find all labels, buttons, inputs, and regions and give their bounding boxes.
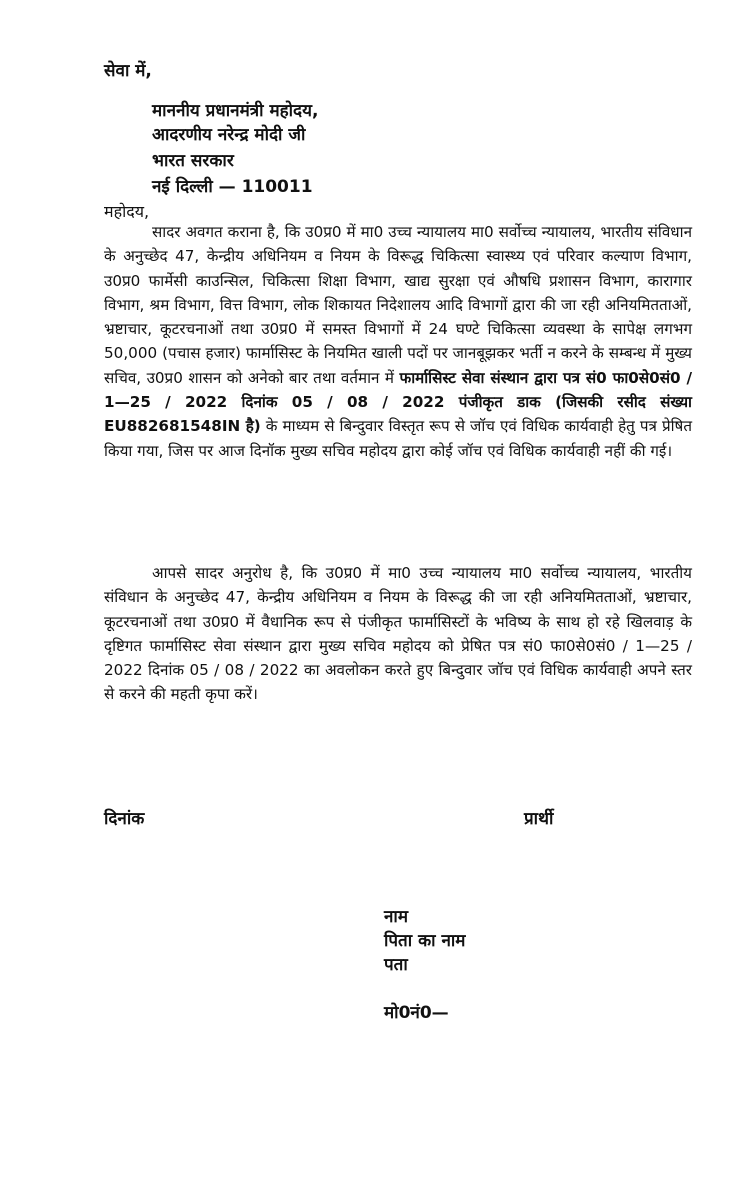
address-label: पता	[384, 955, 408, 975]
body-paragraph-2	[104, 561, 692, 707]
addressee-line-3: भारत सरकार	[152, 151, 234, 171]
addressee-line-1: माननीय प्रधानमंत्री महोदय,	[152, 101, 319, 121]
applicant-label: प्रार्थी	[524, 809, 554, 829]
para1-letter-reference: फार्मासिस्ट सेवा संस्थान द्वारा पत्र सं0 फा0से0सं0 / 1—25 / 2022 दिनांक 05 / 08 / 2022 पंजीकृत डाक (जिसकी रसीद संख्या EU882681548IN है)	[104, 368, 693, 436]
greeting: महोदय,	[104, 202, 150, 221]
addressee-line-2: आदरणीय नरेन्द्र मोदी जी	[152, 125, 306, 145]
name-label: नाम	[384, 907, 409, 927]
father-name-label: पिता का नाम	[384, 931, 466, 951]
body-paragraph-1	[104, 220, 692, 463]
para1-text-before: सादर अवगत कराना है, कि उ0प्र0 में मा0 उच्च न्यायालय मा0 सर्वोच्च न्यायालय, भारतीय संविधान के अनुच्छेद 47, केन्द्रीय अधिनियम व नियम के विरूद्ध चिकित्सा स्वास्थ्य एवं परिवार कल्याण विभाग, उ0प्र0 फार्मेसी काउन्सिल, चिकित्सा शिक्षा विभाग, खाद्य सुरक्षा एवं औषधि प्रशासन विभाग, कारागार विभाग, श्रम विभाग, वित्त विभाग, लोक शिकायत निदेशालय आदि विभागों द्वारा की जा रही अनियमितताओं, भ्रष्टाचार, कूटरचनाओं तथा उ0प्र0 में समस्त विभागों में 24 घण्टे चिकित्सा व्यवस्था के सापेक्ष लगभग 50,000 (पचास हजार) फार्मासिस्ट के नियमित खाली पदों पर जानबूझकर भर्ती न करने के सम्बन्ध में मुख्य सचिव, उ0प्र0 शासन को अनेको बार तथा वर्तमान में	[104, 223, 692, 387]
date-label: दिनांक	[104, 809, 145, 829]
mobile-label: मो0नं0—	[384, 1003, 449, 1023]
addressee-line-4: नई दिल्ली — 110011	[152, 177, 313, 197]
salutation: सेवा में,	[104, 61, 152, 81]
para1-text-after: के माध्यम से बिन्दुवार विस्तृत रूप से जॉच एवं विधिक कार्यवाही हेतु पत्र प्रेषित किया गया, जिस पर आज दिनॉक मुख्य सचिव महोदय द्वारा कोई जॉच एवं विधिक कार्यवाही नहीं की गई।	[104, 417, 692, 460]
para2-text: आपसे सादर अनुरोध है, कि उ0प्र0 में मा0 उच्च न्यायालय मा0 सर्वोच्च न्यायालय, भारतीय संविधान के अनुच्छेद 47, केन्द्रीय अधिनियम व नियम के विरूद्ध की जा रही अनियमितताओं, भ्रष्टाचार, कूटरचनाओं तथा उ0प्र0 में वैधानिक रूप से पंजीकृत फार्मासिस्टों के भविष्य के साथ हो रहे खिलवाड़ के दृष्टिगत फार्मासिस्ट सेवा संस्थान द्वारा मुख्य सचिव महोदय को प्रेषित पत्र सं0 फा0से0सं0 / 1—25 / 2022 दिनांक 05 / 08 / 2022 का अवलोकन करते हुए बिन्दुवार जॉच एवं विधिक कार्यवाही अपने स्तर से करने की महती कृपा करें।	[104, 564, 692, 704]
